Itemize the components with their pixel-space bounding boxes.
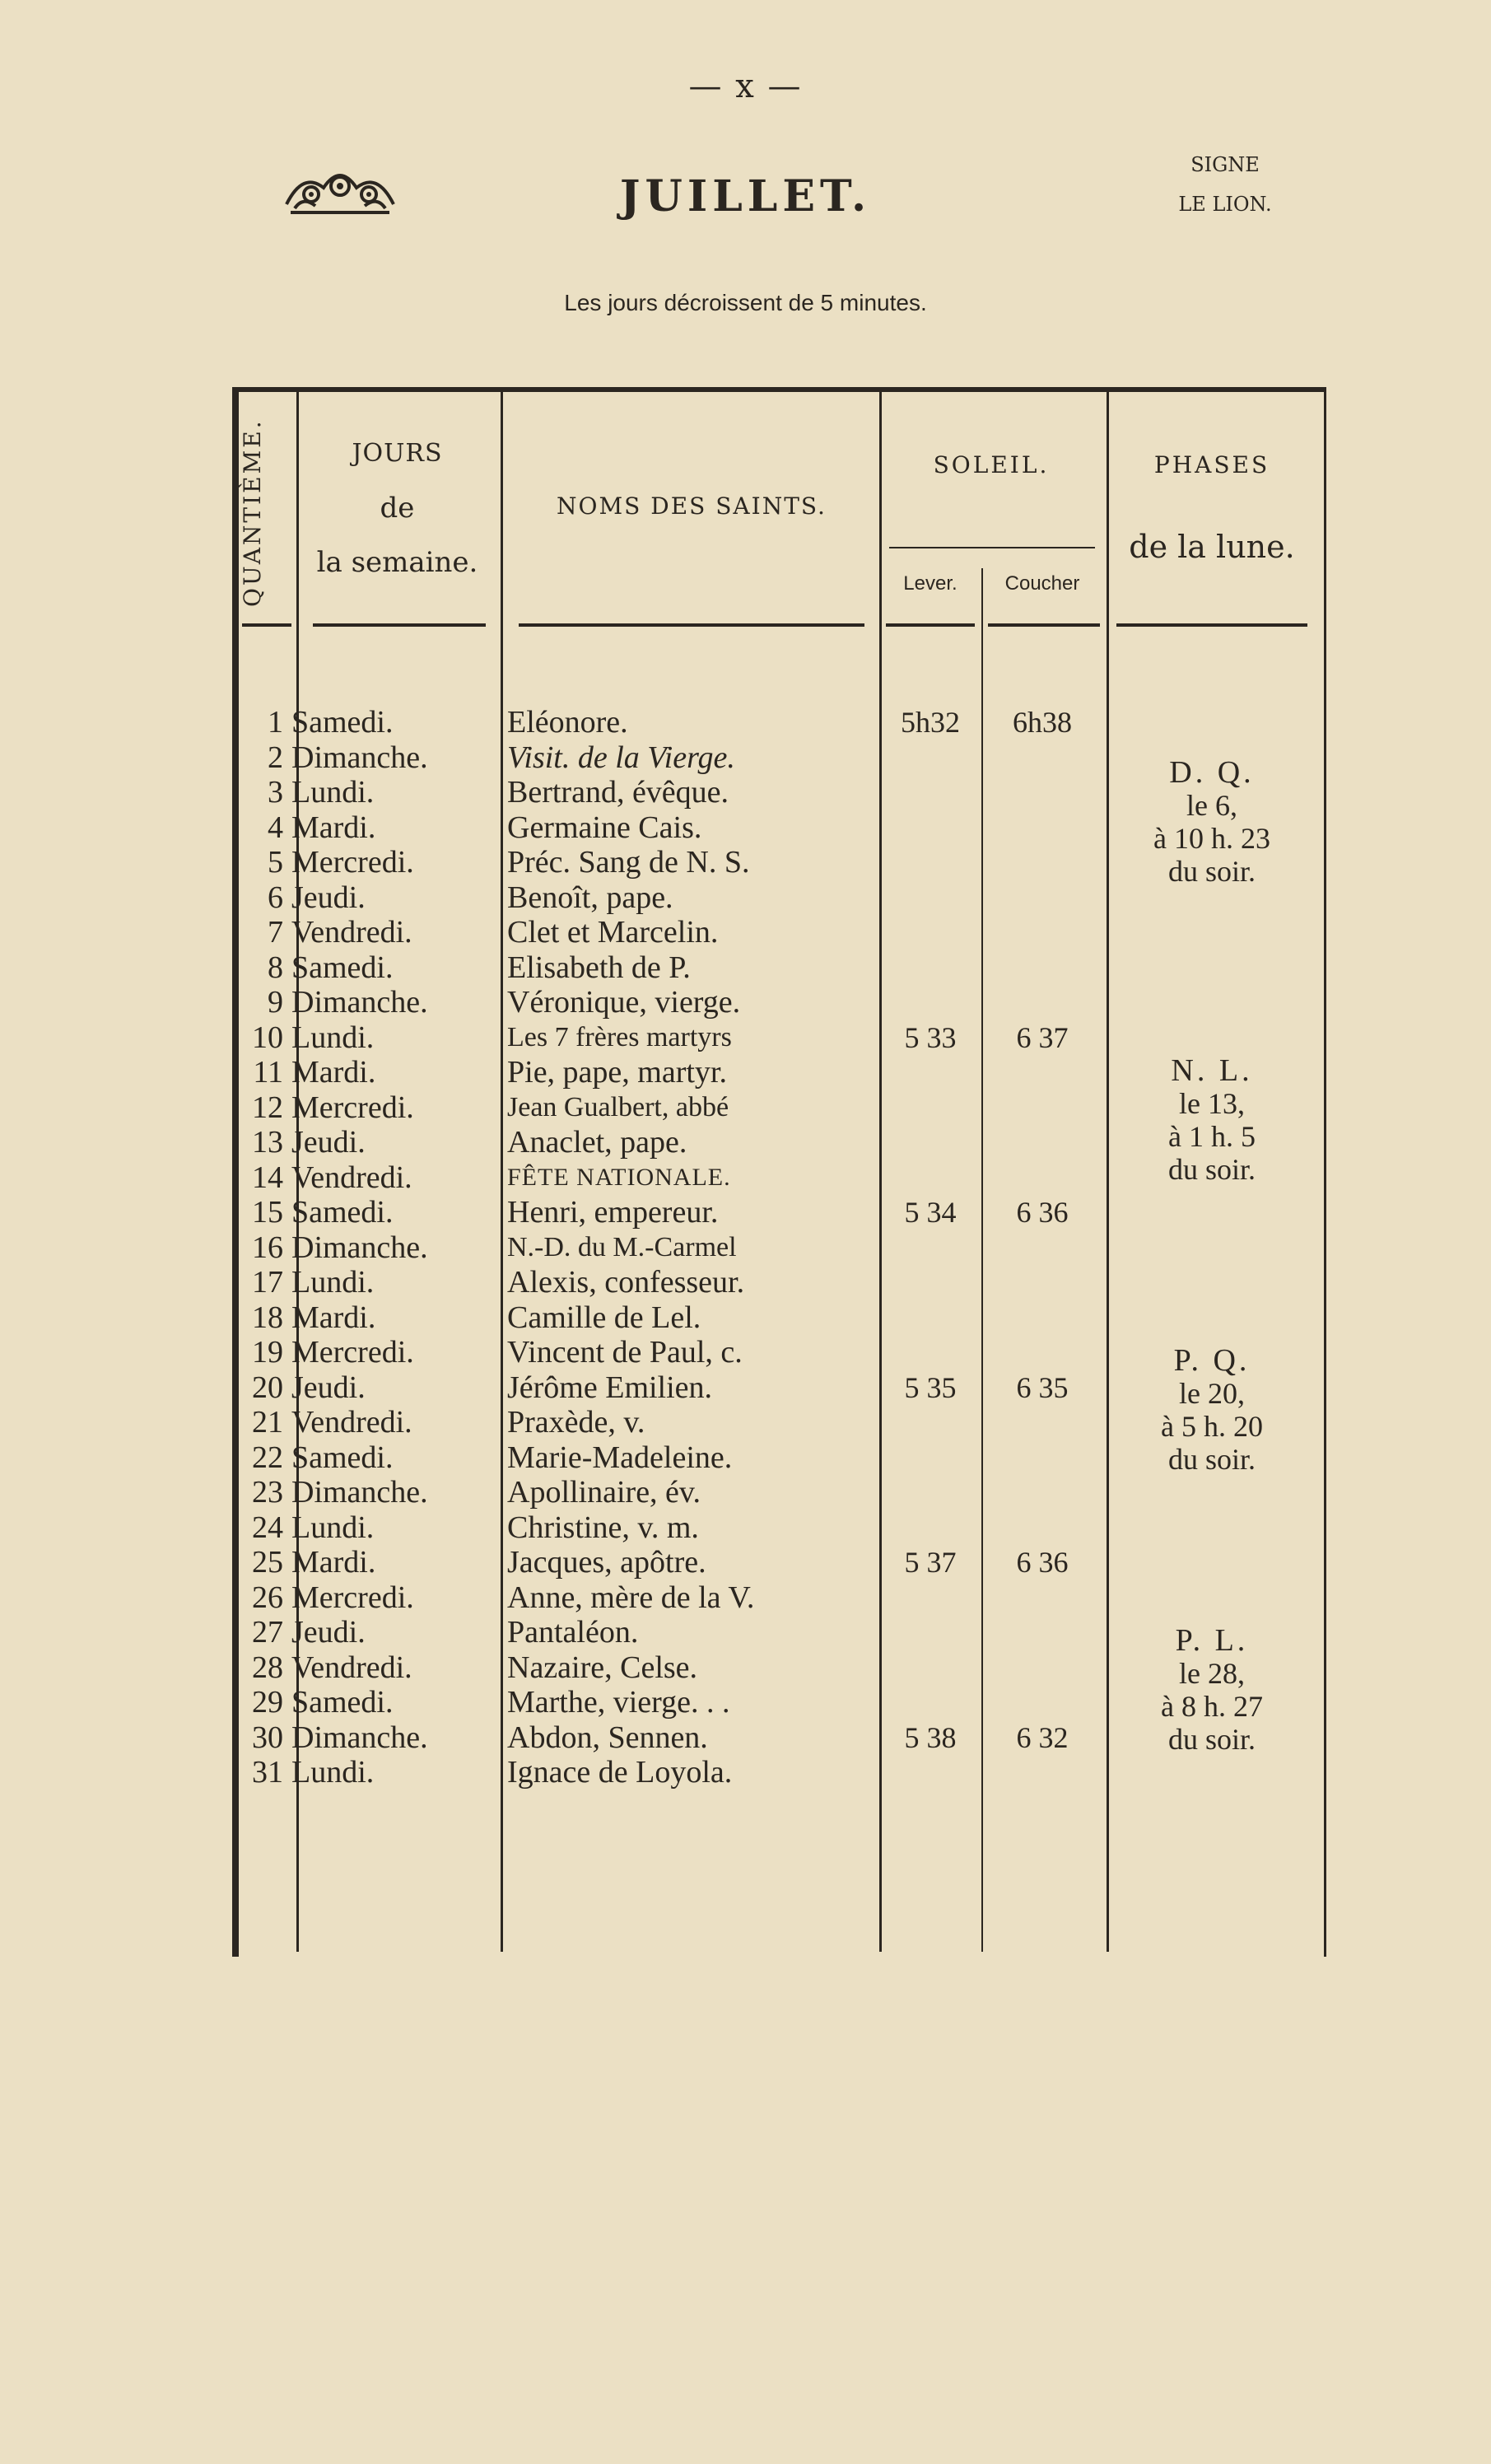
- table-row: [239, 1230, 881, 1266]
- moon-phase-date: le 6,: [1186, 789, 1237, 822]
- saint-name: Pie, pape, martyr.: [507, 1055, 727, 1090]
- saint-name: Véronique, vierge.: [507, 985, 741, 1020]
- weekday: Mardi.: [291, 1055, 376, 1090]
- day-number: 22: [252, 1440, 283, 1475]
- page-number: — x —: [688, 68, 803, 105]
- weekday: Lundi.: [291, 1265, 375, 1300]
- weekday: Dimanche.: [291, 1230, 428, 1265]
- day-number: 11: [253, 1055, 283, 1090]
- moon-phase-date: le 20,: [1179, 1377, 1245, 1410]
- weekday: Lundi.: [291, 1510, 375, 1545]
- table-row: [239, 1055, 881, 1090]
- header-rule: [1116, 623, 1307, 627]
- weekday: Jeudi.: [291, 1370, 366, 1405]
- header-rule: [988, 623, 1100, 627]
- zodiac-sign: [1135, 145, 1316, 224]
- table-row: [239, 1755, 881, 1790]
- saint-name: Praxède, v.: [507, 1405, 645, 1440]
- weekday: Vendredi.: [291, 1405, 412, 1440]
- saints-header: NOMS DES SAINTS.: [557, 492, 827, 520]
- quantieme-header: QUANTIÈME.: [239, 418, 266, 608]
- table-row: [239, 1265, 881, 1300]
- day-number: 15: [252, 1195, 283, 1230]
- table-row: [239, 1020, 881, 1056]
- day-number: 25: [252, 1545, 283, 1580]
- day-number: 31: [252, 1755, 283, 1790]
- weekday: Mercredi.: [291, 1335, 414, 1370]
- day-number: 7: [268, 915, 283, 950]
- lever-time: 5 34: [904, 1196, 957, 1229]
- table-row: [239, 950, 881, 986]
- soleil-header: SOLEIL.: [933, 451, 1050, 478]
- saint-name: Alexis, confesseur.: [507, 1265, 745, 1300]
- weekday: Mardi.: [291, 1545, 376, 1580]
- day-number: 8: [268, 950, 283, 985]
- moon-phase-date: le 28,: [1179, 1657, 1245, 1690]
- table-row: [239, 775, 881, 810]
- moon-phase-time: à 1 h. 5: [1168, 1120, 1256, 1153]
- weekday: Dimanche.: [291, 740, 428, 775]
- weekday: Samedi.: [291, 1195, 394, 1230]
- lever-header: Lever.: [903, 572, 958, 595]
- weekday: Vendredi.: [291, 1160, 412, 1195]
- saint-name: FÊTE NATIONALE.: [507, 1163, 731, 1191]
- saint-name: Préc. Sang de N. S.: [507, 845, 750, 880]
- table-row: [239, 1160, 881, 1196]
- saint-name: Henri, empereur.: [507, 1195, 719, 1230]
- sign-line-2: LE LION.: [1178, 193, 1272, 216]
- day-number: 30: [252, 1720, 283, 1755]
- coucher-time: 6 36: [1016, 1546, 1069, 1579]
- table-row: [239, 1370, 881, 1406]
- moon-phase-time: à 8 h. 27: [1161, 1690, 1263, 1723]
- table-row: [239, 1300, 881, 1336]
- table-row: [239, 1440, 881, 1476]
- coucher-time: 6 32: [1016, 1720, 1069, 1754]
- jours-line-2: de: [380, 492, 415, 525]
- day-number: 21: [252, 1405, 283, 1440]
- saint-name: Marthe, vierge. . .: [507, 1685, 730, 1720]
- day-number: 4: [268, 810, 283, 845]
- day-number: 13: [252, 1125, 283, 1160]
- table-row: [239, 1580, 881, 1616]
- weekday: Samedi.: [291, 950, 394, 985]
- saint-name: Abdon, Sennen.: [507, 1720, 708, 1755]
- saint-name: Apollinaire, év.: [507, 1475, 701, 1510]
- phases-header: PHASES: [1153, 451, 1270, 478]
- table-row: [239, 705, 881, 740]
- day-number: 17: [252, 1265, 283, 1300]
- day-number: 16: [252, 1230, 283, 1265]
- day-number: 24: [252, 1510, 283, 1545]
- day-number: 29: [252, 1685, 283, 1720]
- calendar-rows: [239, 705, 881, 1790]
- moon-phase: [1107, 1624, 1317, 1756]
- saint-name: Anaclet, pape.: [507, 1125, 687, 1160]
- jours-line-1: JOURS: [352, 439, 443, 468]
- moon-phase: [1107, 1054, 1317, 1186]
- coucher-time: 6 37: [1016, 1020, 1069, 1054]
- day-number: 3: [268, 775, 283, 810]
- header-rule: [886, 623, 975, 627]
- weekday: Vendredi.: [291, 915, 412, 950]
- table-row: [239, 740, 881, 776]
- saint-name: Germaine Cais.: [507, 810, 702, 845]
- table-row: [239, 1545, 881, 1580]
- lever-time: 5 33: [904, 1020, 957, 1054]
- moon-phase: [1107, 756, 1317, 888]
- saint-name: Camille de Lel.: [507, 1300, 701, 1335]
- lever-time: 5 37: [904, 1546, 957, 1579]
- header-rule: [313, 623, 486, 627]
- soleil-rule: [889, 547, 1095, 548]
- saint-name: Marie-Madeleine.: [507, 1440, 733, 1475]
- saint-name: Ignace de Loyola.: [507, 1755, 733, 1790]
- day-number: 28: [252, 1650, 283, 1685]
- weekday: Mercredi.: [291, 1580, 414, 1615]
- weekday: Vendredi.: [291, 1650, 412, 1685]
- day-number: 23: [252, 1475, 283, 1510]
- saint-name: Jacques, apôtre.: [507, 1545, 706, 1580]
- day-number: 18: [252, 1300, 283, 1335]
- subtitle: Les jours décroissent de 5 minutes.: [564, 290, 927, 315]
- coucher-time: 6 36: [1016, 1196, 1069, 1229]
- saint-name: Anne, mère de la V.: [507, 1580, 755, 1615]
- month-title: JUILLET.: [619, 171, 872, 222]
- lever-time: 5 35: [904, 1370, 957, 1404]
- saint-name: N.-D. du M.-Carmel: [507, 1231, 737, 1262]
- moon-phase-name: P. L.: [1175, 1623, 1249, 1658]
- day-number: 26: [252, 1580, 283, 1615]
- weekday: Samedi.: [291, 705, 394, 740]
- saint-name: Eléonore.: [507, 705, 628, 740]
- table-row: [239, 1615, 881, 1650]
- saint-name: Les 7 frères martyrs: [507, 1021, 732, 1052]
- table-row: [239, 880, 881, 916]
- saint-name: Nazaire, Celse.: [507, 1650, 698, 1685]
- moon-phase-time: à 5 h. 20: [1161, 1410, 1263, 1443]
- table-row: [239, 1685, 881, 1720]
- jours-line-3: la semaine.: [316, 546, 478, 579]
- table-row: [239, 1720, 881, 1756]
- day-number: 19: [252, 1335, 283, 1370]
- table-row: [239, 985, 881, 1020]
- weekday: Mardi.: [291, 810, 376, 845]
- table-row: [239, 845, 881, 880]
- saint-name: Pantaléon.: [507, 1615, 639, 1650]
- day-number: 1: [268, 705, 283, 740]
- moon-phase-name: N. L.: [1171, 1053, 1253, 1088]
- weekday: Dimanche.: [291, 1720, 428, 1755]
- table-row: [239, 1195, 881, 1230]
- day-number: 9: [268, 985, 283, 1020]
- table-row: [239, 1510, 881, 1546]
- table-row: [239, 1335, 881, 1370]
- day-number: 27: [252, 1615, 283, 1650]
- weekday: Mercredi.: [291, 1090, 414, 1125]
- coucher-time: 6 35: [1016, 1370, 1069, 1404]
- day-number: 12: [252, 1090, 283, 1125]
- moon-phase-time: à 10 h. 23: [1153, 822, 1270, 855]
- saint-name: Vincent de Paul, c.: [507, 1335, 743, 1370]
- moon-phase-name: D. Q.: [1169, 755, 1255, 790]
- weekday: Mercredi.: [291, 845, 414, 880]
- jours-header: [296, 427, 498, 590]
- table-row: [239, 1650, 881, 1686]
- day-number: 14: [252, 1160, 283, 1195]
- coucher-header: Coucher: [1004, 572, 1080, 595]
- moon-phase-period: du soir.: [1167, 1723, 1256, 1756]
- day-number: 10: [252, 1020, 283, 1055]
- day-number: 5: [268, 845, 283, 880]
- coucher-time: 6h38: [1013, 706, 1072, 739]
- moon-phase-period: du soir.: [1167, 1153, 1256, 1186]
- sign-line-1: SIGNE: [1190, 153, 1260, 176]
- saint-name: Christine, v. m.: [507, 1510, 699, 1545]
- weekday: Jeudi.: [291, 880, 366, 915]
- saint-name: Clet et Marcelin.: [507, 915, 719, 950]
- moon-phase-name: P. Q.: [1173, 1343, 1251, 1378]
- weekday: Samedi.: [291, 1440, 394, 1475]
- weekday: Dimanche.: [291, 985, 428, 1020]
- weekday: Jeudi.: [291, 1615, 366, 1650]
- weekday: Lundi.: [291, 1755, 375, 1790]
- saint-name: Bertrand, évêque.: [507, 775, 729, 810]
- weekday: Lundi.: [291, 1020, 375, 1055]
- weekday: Dimanche.: [291, 1475, 428, 1510]
- weekday: Mardi.: [291, 1300, 376, 1335]
- saint-name: Benoît, pape.: [507, 880, 673, 915]
- saint-name: Visit. de la Vierge.: [507, 740, 735, 775]
- weekday: Jeudi.: [291, 1125, 366, 1160]
- saint-name: Elisabeth de P.: [507, 950, 691, 985]
- table-row: [239, 1125, 881, 1160]
- day-number: 2: [268, 740, 283, 775]
- saint-name: Jean Gualbert, abbé: [507, 1091, 729, 1122]
- moon-phase-period: du soir.: [1167, 855, 1256, 888]
- day-number: 6: [268, 880, 283, 915]
- header-rule: [519, 623, 864, 627]
- moon-phase: [1107, 1344, 1317, 1476]
- table-row: [239, 1475, 881, 1510]
- de-la-lune-header: de la lune.: [1129, 529, 1295, 565]
- lever-time: 5 38: [904, 1720, 957, 1754]
- day-number: 20: [252, 1370, 283, 1405]
- weekday: Samedi.: [291, 1685, 394, 1720]
- weekday: Lundi.: [291, 775, 375, 810]
- table-row: [239, 1405, 881, 1440]
- table-row: [239, 810, 881, 846]
- saint-name: Jérôme Emilien.: [507, 1370, 713, 1405]
- lever-time: 5h32: [901, 706, 960, 739]
- table-row: [239, 1090, 881, 1126]
- moon-phase-date: le 13,: [1179, 1087, 1245, 1120]
- moon-phase-period: du soir.: [1167, 1443, 1256, 1476]
- table-row: [239, 915, 881, 950]
